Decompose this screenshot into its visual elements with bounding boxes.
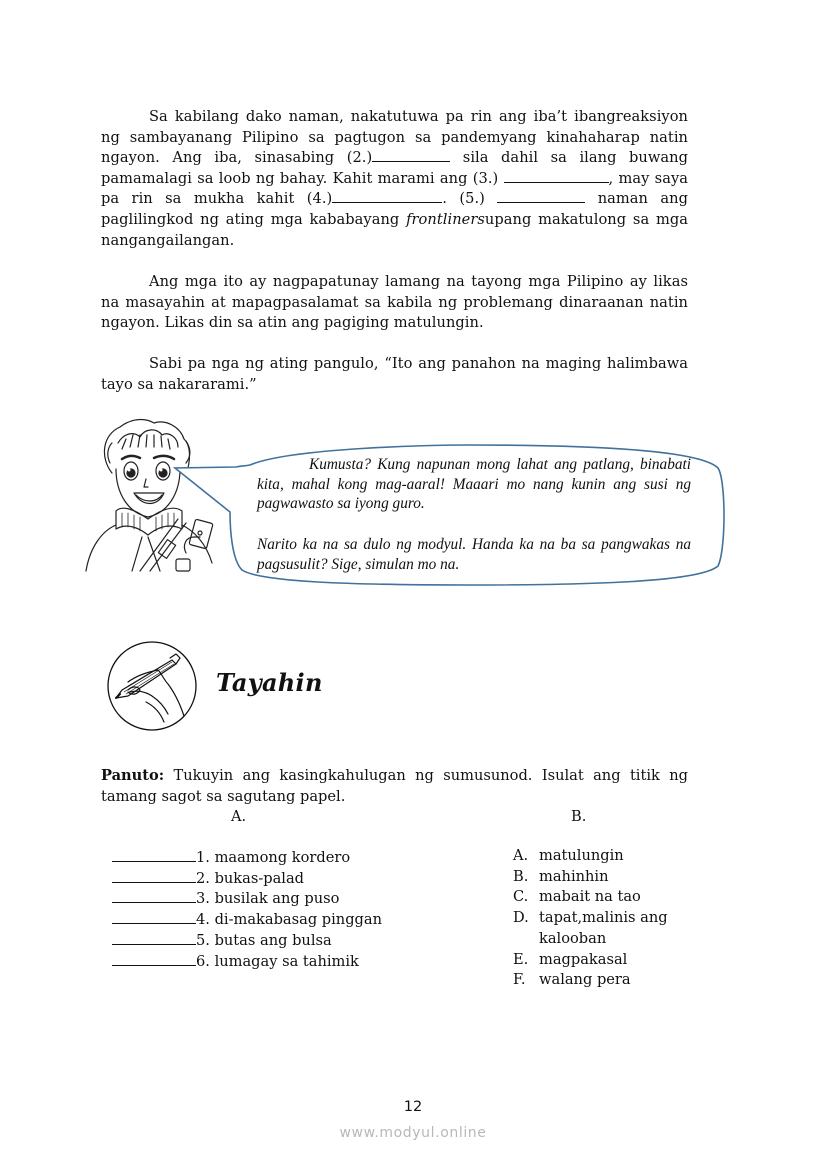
list-item — [112, 889, 382, 910]
passage-text: Sa kabilang dako naman, nakatutuwa pa rin ang iba’t ibangreaksiyon ng sambayanang Pilipino sa pagtugon sa pandemyang kinahaharap natin ngayon. Ang iba, sinasabing — [101, 108, 688, 167]
passage-text: Ang mga ito ay nagpapatunay lamang na tayong mga Pilipino ay likas na masayahin at mapagpasalamat sa kabila ng problemang dinaraanan natin ngayon. Likas din sa atin ang pagiging matulungin. — [101, 273, 688, 332]
item-text: 5. butas ang bulsa — [196, 931, 332, 949]
page-number: 12 — [403, 1099, 423, 1115]
option-item — [513, 950, 693, 971]
item-text: 1. maamong kordero — [196, 849, 351, 866]
answer-blank-3[interactable] — [504, 170, 609, 183]
blank-label-4: (4.) — [306, 190, 333, 208]
item-text: 3. busilak ang puso — [196, 890, 340, 908]
item-text: 2. bukas-palad — [196, 869, 305, 887]
answer-blank[interactable] — [112, 910, 196, 924]
option-letter: C. — [513, 888, 529, 906]
option-text: walang pera — [539, 971, 631, 989]
option-text: mahinhin — [539, 867, 609, 885]
option-text: matulungin — [539, 847, 624, 864]
answer-blank-2[interactable] — [372, 149, 450, 162]
blank-label-3: (3.) — [472, 169, 504, 187]
passage-paragraph-1 — [101, 107, 688, 251]
column-b-list — [513, 846, 693, 991]
answer-blank-4[interactable] — [332, 190, 442, 203]
passage-text: , may saya pa rin sa mukha kahit — [101, 169, 689, 208]
instructions-text: Tukuyin ang kasingkahulugan ng sumusunod. Isulat ang titik ng tamang sagot sa sagutang papel. — [101, 767, 688, 805]
option-letter: B. — [513, 867, 529, 885]
option-text: tapat,malinis ang kalooban — [539, 909, 668, 947]
passage-text: upang makatulong sa mga nangangailangan. — [101, 210, 688, 249]
column-b-header: B. — [571, 808, 587, 825]
option-letter: D. — [513, 909, 529, 927]
blank-label-5: (5.) — [459, 190, 498, 208]
answer-blank[interactable] — [112, 889, 196, 903]
watermark: www.modyul.online — [339, 1125, 487, 1141]
column-a-list — [112, 848, 382, 972]
answer-blank[interactable] — [112, 869, 196, 883]
passage-paragraph-3 — [101, 354, 688, 395]
passage-paragraph-2 — [101, 272, 688, 334]
list-item — [112, 869, 382, 890]
instructions — [101, 766, 688, 807]
option-letter: E. — [513, 950, 529, 968]
blank-label-2: (2.) — [346, 149, 373, 167]
speech-bubble-text-1 — [257, 455, 691, 514]
list-item — [112, 931, 382, 952]
option-text: mabait na tao — [539, 888, 641, 906]
speech-bubble-text-2 — [257, 535, 691, 574]
option-letter: A. — [513, 847, 529, 864]
hand-writing-pencil-icon — [106, 640, 198, 732]
option-letter: F. — [513, 971, 526, 989]
answer-blank[interactable] — [112, 952, 196, 966]
answer-blank[interactable] — [112, 848, 196, 862]
answer-blank-5[interactable] — [497, 190, 585, 203]
passage-text: Sabi pa nga ng ating pangulo, “Ito ang panahon na maging halimbawa tayo sa nakararami.” — [101, 355, 688, 393]
option-item — [513, 970, 693, 991]
bubble-message: Kumusta? Kung napunan mong lahat ang patlang, binabati kita, mahal kong mag-aaral! Maaari mo nang kunin ang susi ng pagwawasto sa iyong guro. — [257, 456, 691, 512]
passage-text: naman ang paglilingkod ng ating mga kababayang — [101, 190, 688, 228]
option-text: magpakasal — [539, 950, 628, 968]
passage-text: sila dahil sa ilang buwang pamamalagi sa loob ng bahay. Kahit marami ang — [101, 149, 688, 187]
list-item — [112, 952, 382, 973]
bubble-message: Narito ka na sa dulo ng modyul. Handa ka na ba sa pangwakas na pagsusulit? Sige, simulan mo na. — [257, 536, 691, 573]
option-item — [513, 908, 693, 949]
list-item — [112, 848, 382, 869]
option-item — [513, 846, 693, 867]
passage-text: . — [442, 190, 460, 208]
list-item — [112, 910, 382, 931]
item-text: 6. lumagay sa tahimik — [196, 952, 359, 970]
item-text: 4. di-makabasag pinggan — [196, 911, 382, 929]
instructions-label: Panuto: — [101, 767, 165, 784]
option-item — [513, 887, 693, 908]
option-item — [513, 867, 693, 888]
answer-blank[interactable] — [112, 931, 196, 945]
section-title: Tayahin — [216, 668, 323, 697]
column-a-header: A. — [231, 808, 247, 825]
italic-term: frontliners — [406, 210, 485, 228]
